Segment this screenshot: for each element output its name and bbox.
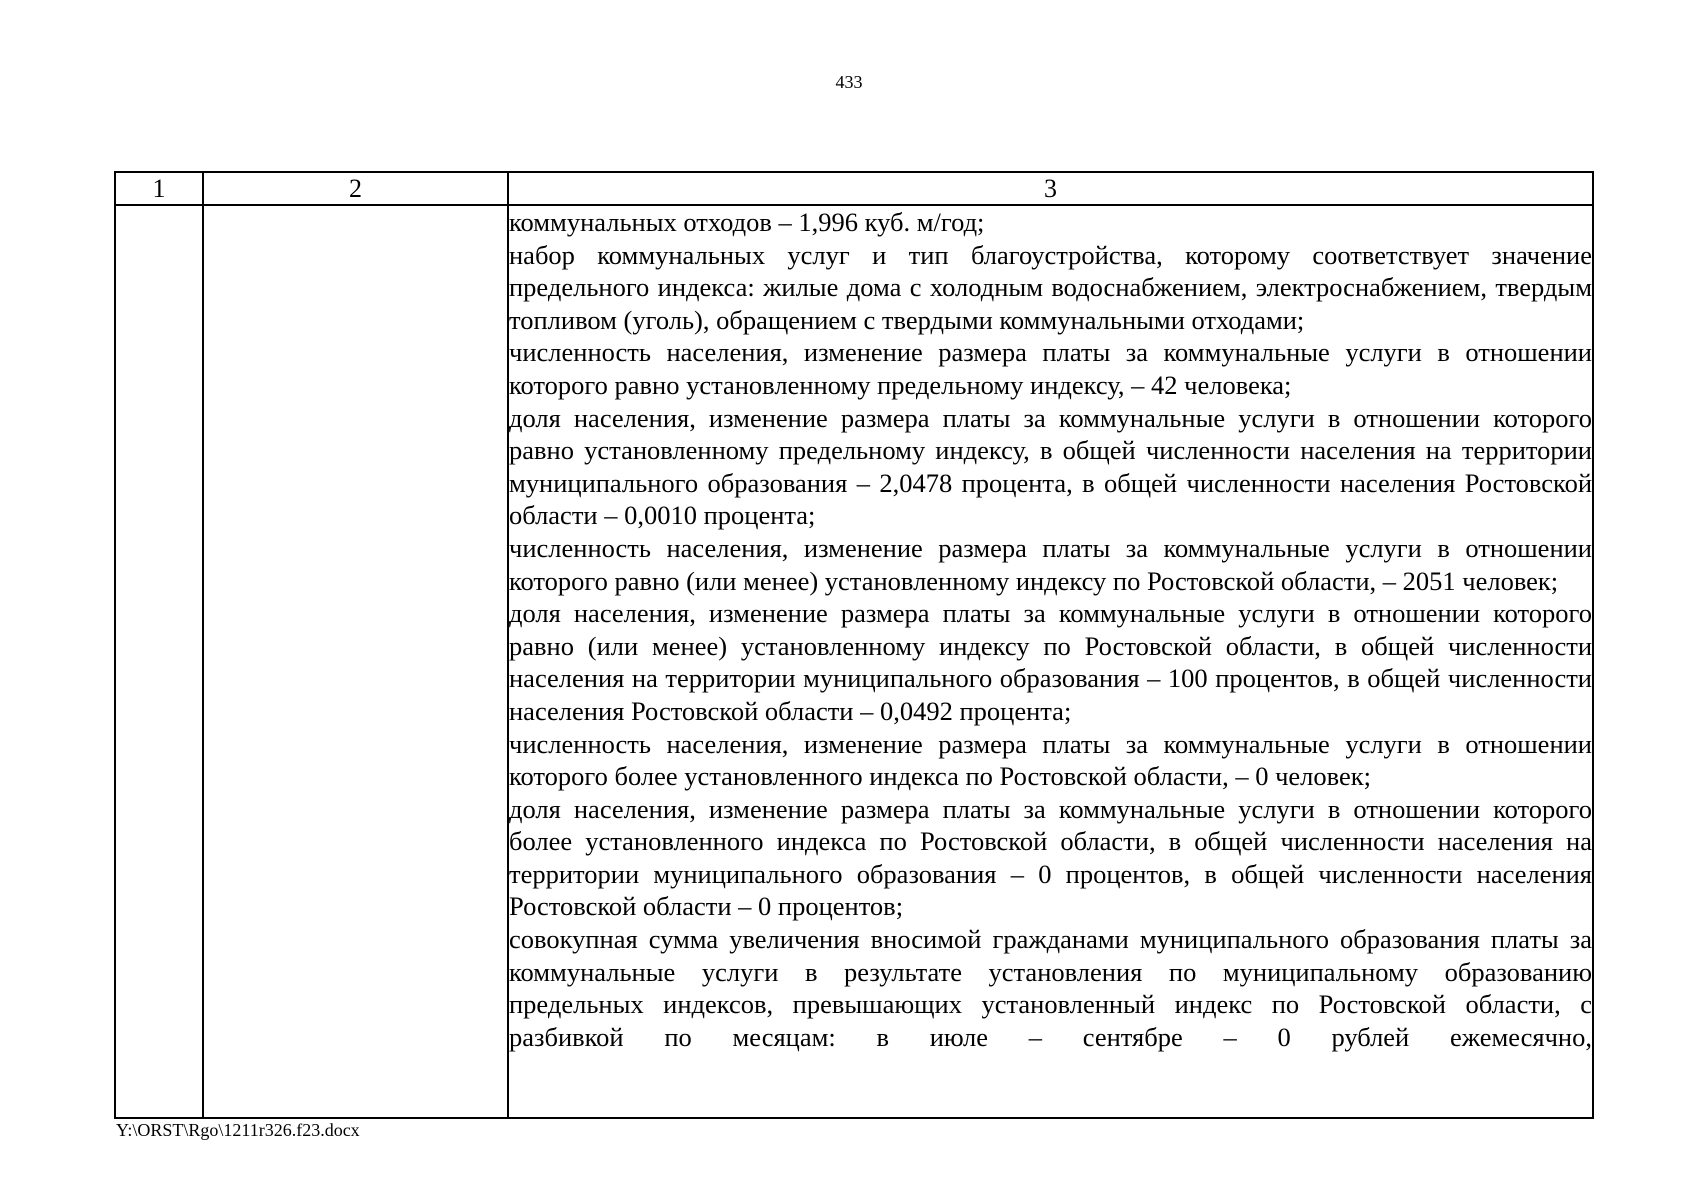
paragraph-population-equal-limit: численность населения, изменение размера платы за коммунальные услуги в отношении которого равно установленному предельному индексу, – 42 человека; — [509, 337, 1592, 400]
table-row — [115, 205, 1593, 1118]
paragraph-population-equal-or-less: численность населения, изменение размера платы за коммунальные услуги в отношении которого равно (или менее) установленному индексу по Ростовской области, – 2051 человек; — [509, 532, 1592, 596]
paragraph-total-increase: совокупная сумма увеличения вносимой гражданами муниципального образования платы за коммунальные услуги в результате установления по муниципальному образованию предельных индексов, превышающих установленный индекс по Ростовской области, с разбивкой по месяцам: в июле – сентябре – 0 рублей ежемесячно, — [509, 924, 1592, 1052]
footer-file-path: Y:\ORST\Rgo\1211r326.f23.docx — [116, 1120, 360, 1140]
paragraph-share-more: доля населения, изменение размера платы за коммунальные услуги в отношении которого более установленного индекса по Ростовской области, в общей численности населения на территории муниципального образования – 0 процентов, в общей численности населения Ростовской области – 0 процентов; — [509, 793, 1592, 922]
paragraph-share-equal-or-less: доля населения, изменение размера платы за коммунальные услуги в отношении которого равно (или менее) установленному индексу по Ростовской области, в общей численности населения на территории муниципального образования – 100 процентов, в общей численности населения Ростовской области – 0,0492 процента; — [509, 598, 1592, 726]
column-header-1: 1 — [115, 172, 203, 205]
cell-column-1 — [115, 205, 203, 1118]
paragraph-share-equal-limit: доля населения, изменение размера платы за коммунальные услуги в отношении которого равно установленному предельному индексу, в общей численности населения на территории муниципального образования – 2,0478 процента, в общей численности населения Ростовской области – 0,0010 процента; — [509, 402, 1592, 531]
column-header-2: 2 — [203, 172, 508, 205]
document-table — [114, 171, 1594, 1119]
table-header-row — [115, 172, 1593, 205]
paragraph-services-set: набор коммунальных услуг и тип благоустройства, которому соответствует значение предельного индекса: жилые дома с холодным водоснабжением, электроснабжением, твердым топливом (уголь), обращением с твердыми коммунальными отходами; — [509, 239, 1592, 335]
paragraph-population-more: численность населения, изменение размера платы за коммунальные услуги в отношении которого более установленного индекса по Ростовской области, – 0 человек; — [509, 728, 1592, 792]
column-header-3: 3 — [508, 172, 1593, 205]
cell-column-3 — [508, 205, 1593, 1118]
paragraph-waste-volume: коммунальных отходов – 1,996 куб. м/год; — [509, 207, 985, 237]
cell-column-2 — [203, 205, 508, 1118]
page-number: 433 — [835, 72, 863, 92]
